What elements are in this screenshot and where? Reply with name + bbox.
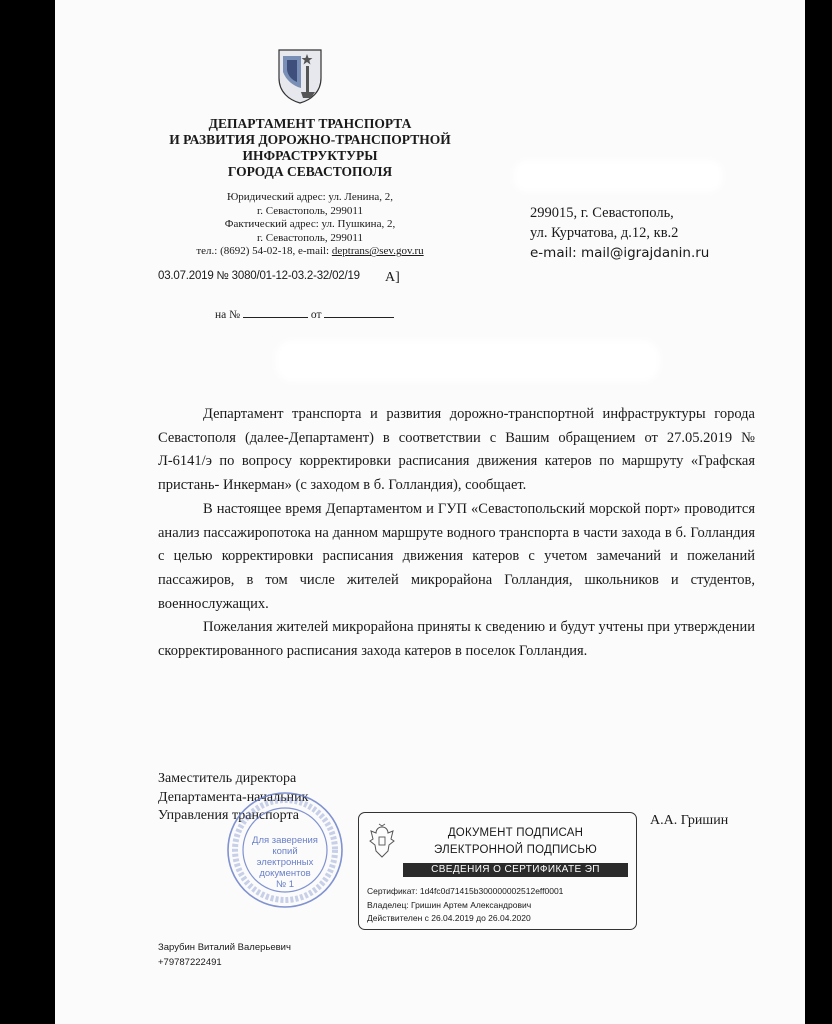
department-name: ДЕПАРТАМЕНТ ТРАНСПОРТА И РАЗВИТИЯ ДОРОЖНО-ТРАНСПОРТНОЙ ИНФРАСТРУКТУРЫ ГОРОДА СЕВАСТОПОЛЯ xyxy=(169,116,451,179)
letter-page xyxy=(55,0,805,1024)
certificate-info-bar: СВЕДЕНИЯ О СЕРТИФИКАТЕ ЭП xyxy=(403,863,628,877)
redacted-recipient-name xyxy=(513,160,723,192)
registration-mark: A] xyxy=(385,270,400,285)
body-paragraph: Пожелания жителей микрорайона приняты к сведению и будут учтены при утверждении скорректированного расписания захода катеров в поселок Голландия. xyxy=(158,619,755,660)
body-paragraph: В настоящее время Департаментом и ГУП «Севастопольский морской порт» проводится анализ пассажиропотока на данном маршруте водного транспорта в части захода в б. Голландия с целью корректировки расписания движения катеров с учетом замечаний и пожеланий пассажиров, в том числе жителей микрорайона Голландия, школьников и студентов, военнослужащих. xyxy=(158,500,755,612)
reference-line: на № от xyxy=(215,307,394,321)
department-email-link[interactable]: deptrans@sev.gov.ru xyxy=(331,245,424,258)
russian-coat-of-arms-icon xyxy=(367,823,397,861)
esign-heading: ДОКУМЕНТ ПОДПИСАН ЭЛЕКТРОННОЙ ПОДПИСЬЮ xyxy=(434,827,597,856)
department-address: Юридический адрес: ул. Ленина, 2, г. Севастополь, 299011 Фактический адрес: ул. Пушкина, 2, г. Севастополь, 299011 тел.: (8692) 54-02-18, e-mail: deptrans@sev.gov.ru xyxy=(150,191,470,259)
executor-info: Зарубин Виталий Валерьевич +79787222491 xyxy=(158,942,291,968)
signatory-name: А.А. Гришин xyxy=(650,813,729,828)
reference-number-blank xyxy=(243,307,308,318)
reference-date-blank xyxy=(324,307,394,318)
stamp-text: Для заверения копий электронных документов № 1 xyxy=(252,835,318,890)
certificate-details: Сертификат: 1d4fc0d71415b300000002512eff0001 Владелец: Гришин Артем Александрович Действителен с 26.04.2019 до 26.04.2020 xyxy=(367,886,564,923)
department-contacts: тел.: (8692) 54-02-18, e-mail: deptrans@sev.gov.ru xyxy=(196,245,424,258)
recipient-address: 299015, г. Севастополь, ул. Курчатова, д.12, кв.2 e-mail: mail@igrajdanin.ru xyxy=(530,205,710,261)
letter-body xyxy=(158,403,755,664)
signatory-title: Заместитель директора Департамента-начальник Управления транспорта xyxy=(158,771,309,823)
body-paragraph: Департамент транспорта и развития дорожно-транспортной инфраструктуры города Севастополя (далее-Департамент) в соответствии с Вашим обращением от 27.05.2019 № Л-6141/э по вопросу корректировки расписания движения катеров по маршруту «Графская пристань- Инкерман» (с заходом в б. Голландия), сообщает. xyxy=(158,406,755,494)
redacted-salutation xyxy=(275,340,660,382)
electronic-signature-block xyxy=(358,812,637,930)
sevastopol-coat-of-arms-icon xyxy=(277,48,323,104)
registration-number: 03.07.2019 № 3080/01-12-03.2-32/02/19 xyxy=(158,270,360,282)
